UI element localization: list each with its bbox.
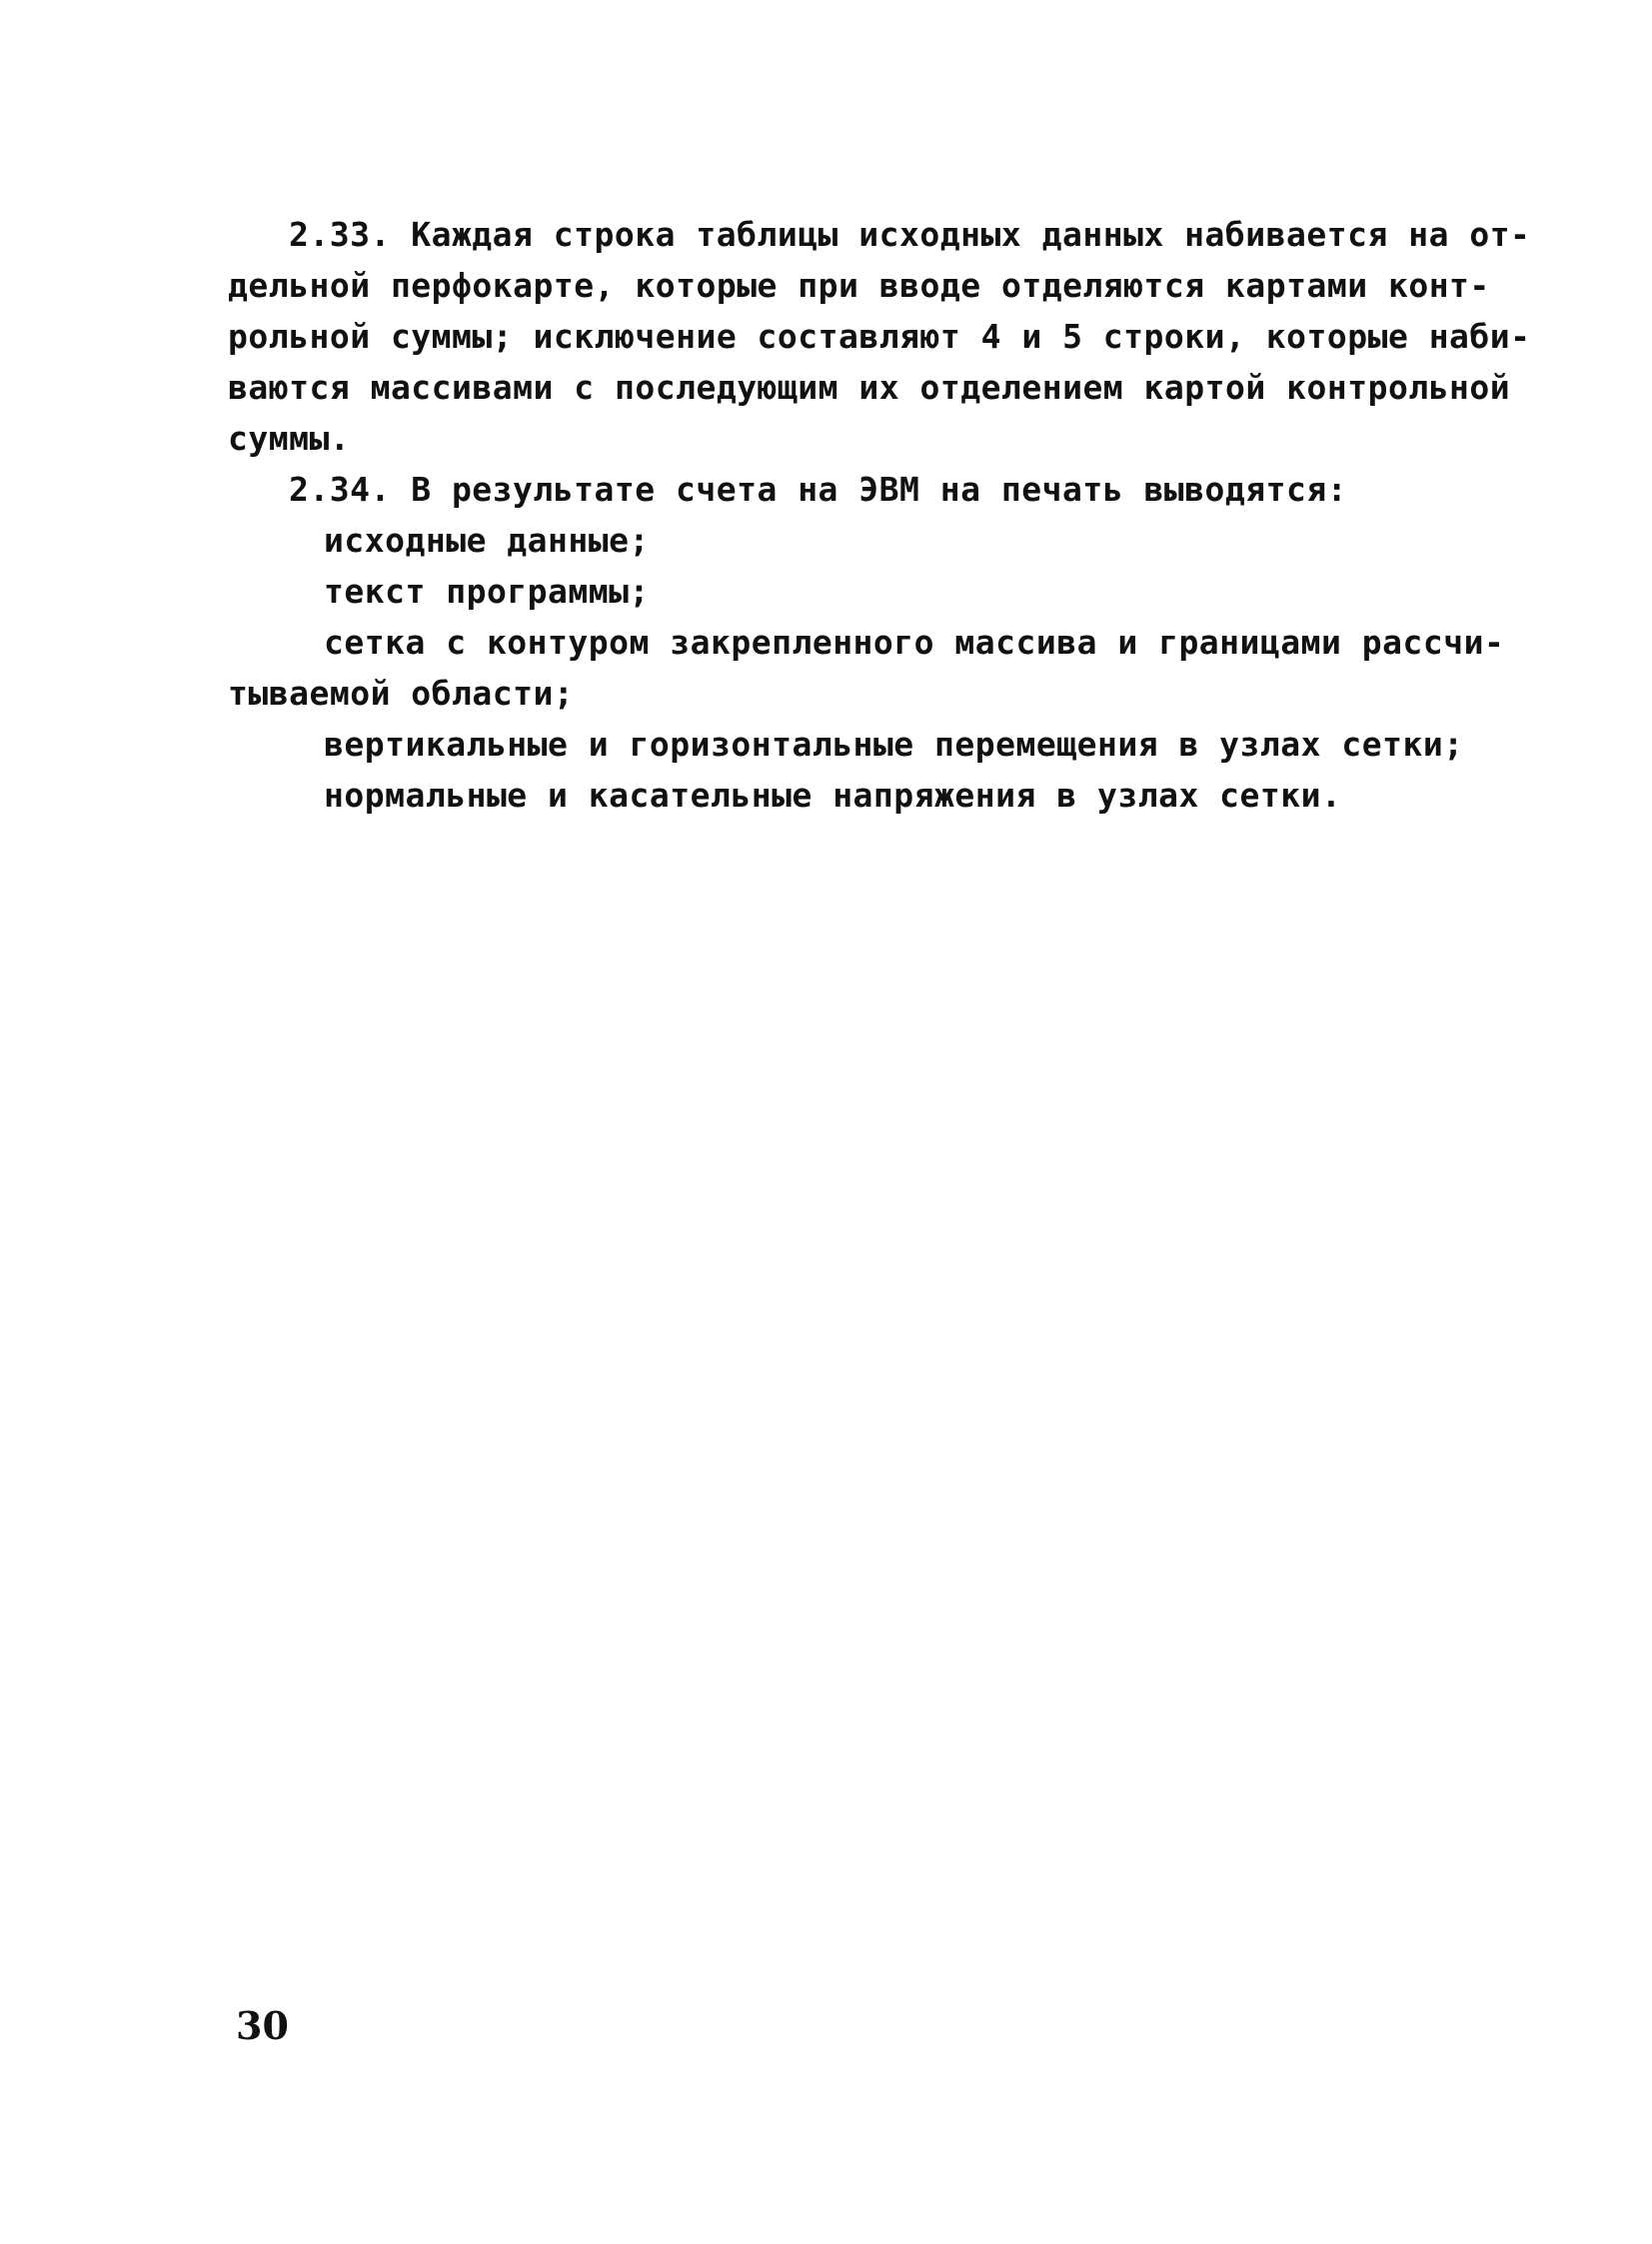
output-item-stresses: нормальные и касательные напряжения в узлах сетки. bbox=[324, 776, 1342, 815]
paragraph-2-33-line-5: суммы. bbox=[228, 419, 351, 458]
output-item-grid-line-1: сетка с контуром закрепленного массива и границами рассчи- bbox=[324, 623, 1505, 662]
output-item-initial-data: исходные данные; bbox=[324, 521, 650, 560]
output-item-grid-line-2: тываемой области; bbox=[228, 674, 575, 713]
paragraph-2-33-line-1: 2.33. Каждая строка таблицы исходных данных набивается на от- bbox=[289, 215, 1531, 254]
paragraph-2-33-line-3: рольной суммы; исключение составляют 4 и 5 строки, которые наби- bbox=[228, 317, 1531, 356]
paragraph-2-33-line-2: дельной перфокарте, которые при вводе отделяются картами конт- bbox=[228, 266, 1490, 305]
paragraph-2-34-intro: 2.34. В результате счета на ЭВМ на печать выводятся: bbox=[289, 470, 1348, 509]
page-number: 30 bbox=[236, 2003, 289, 2048]
paragraph-2-33-line-4: ваются массивами с последующим их отделением картой контрольной bbox=[228, 368, 1511, 407]
output-item-displacements: вертикальные и горизонтальные перемещения в узлах сетки; bbox=[324, 725, 1464, 764]
output-item-program-text: текст программы; bbox=[324, 572, 650, 611]
